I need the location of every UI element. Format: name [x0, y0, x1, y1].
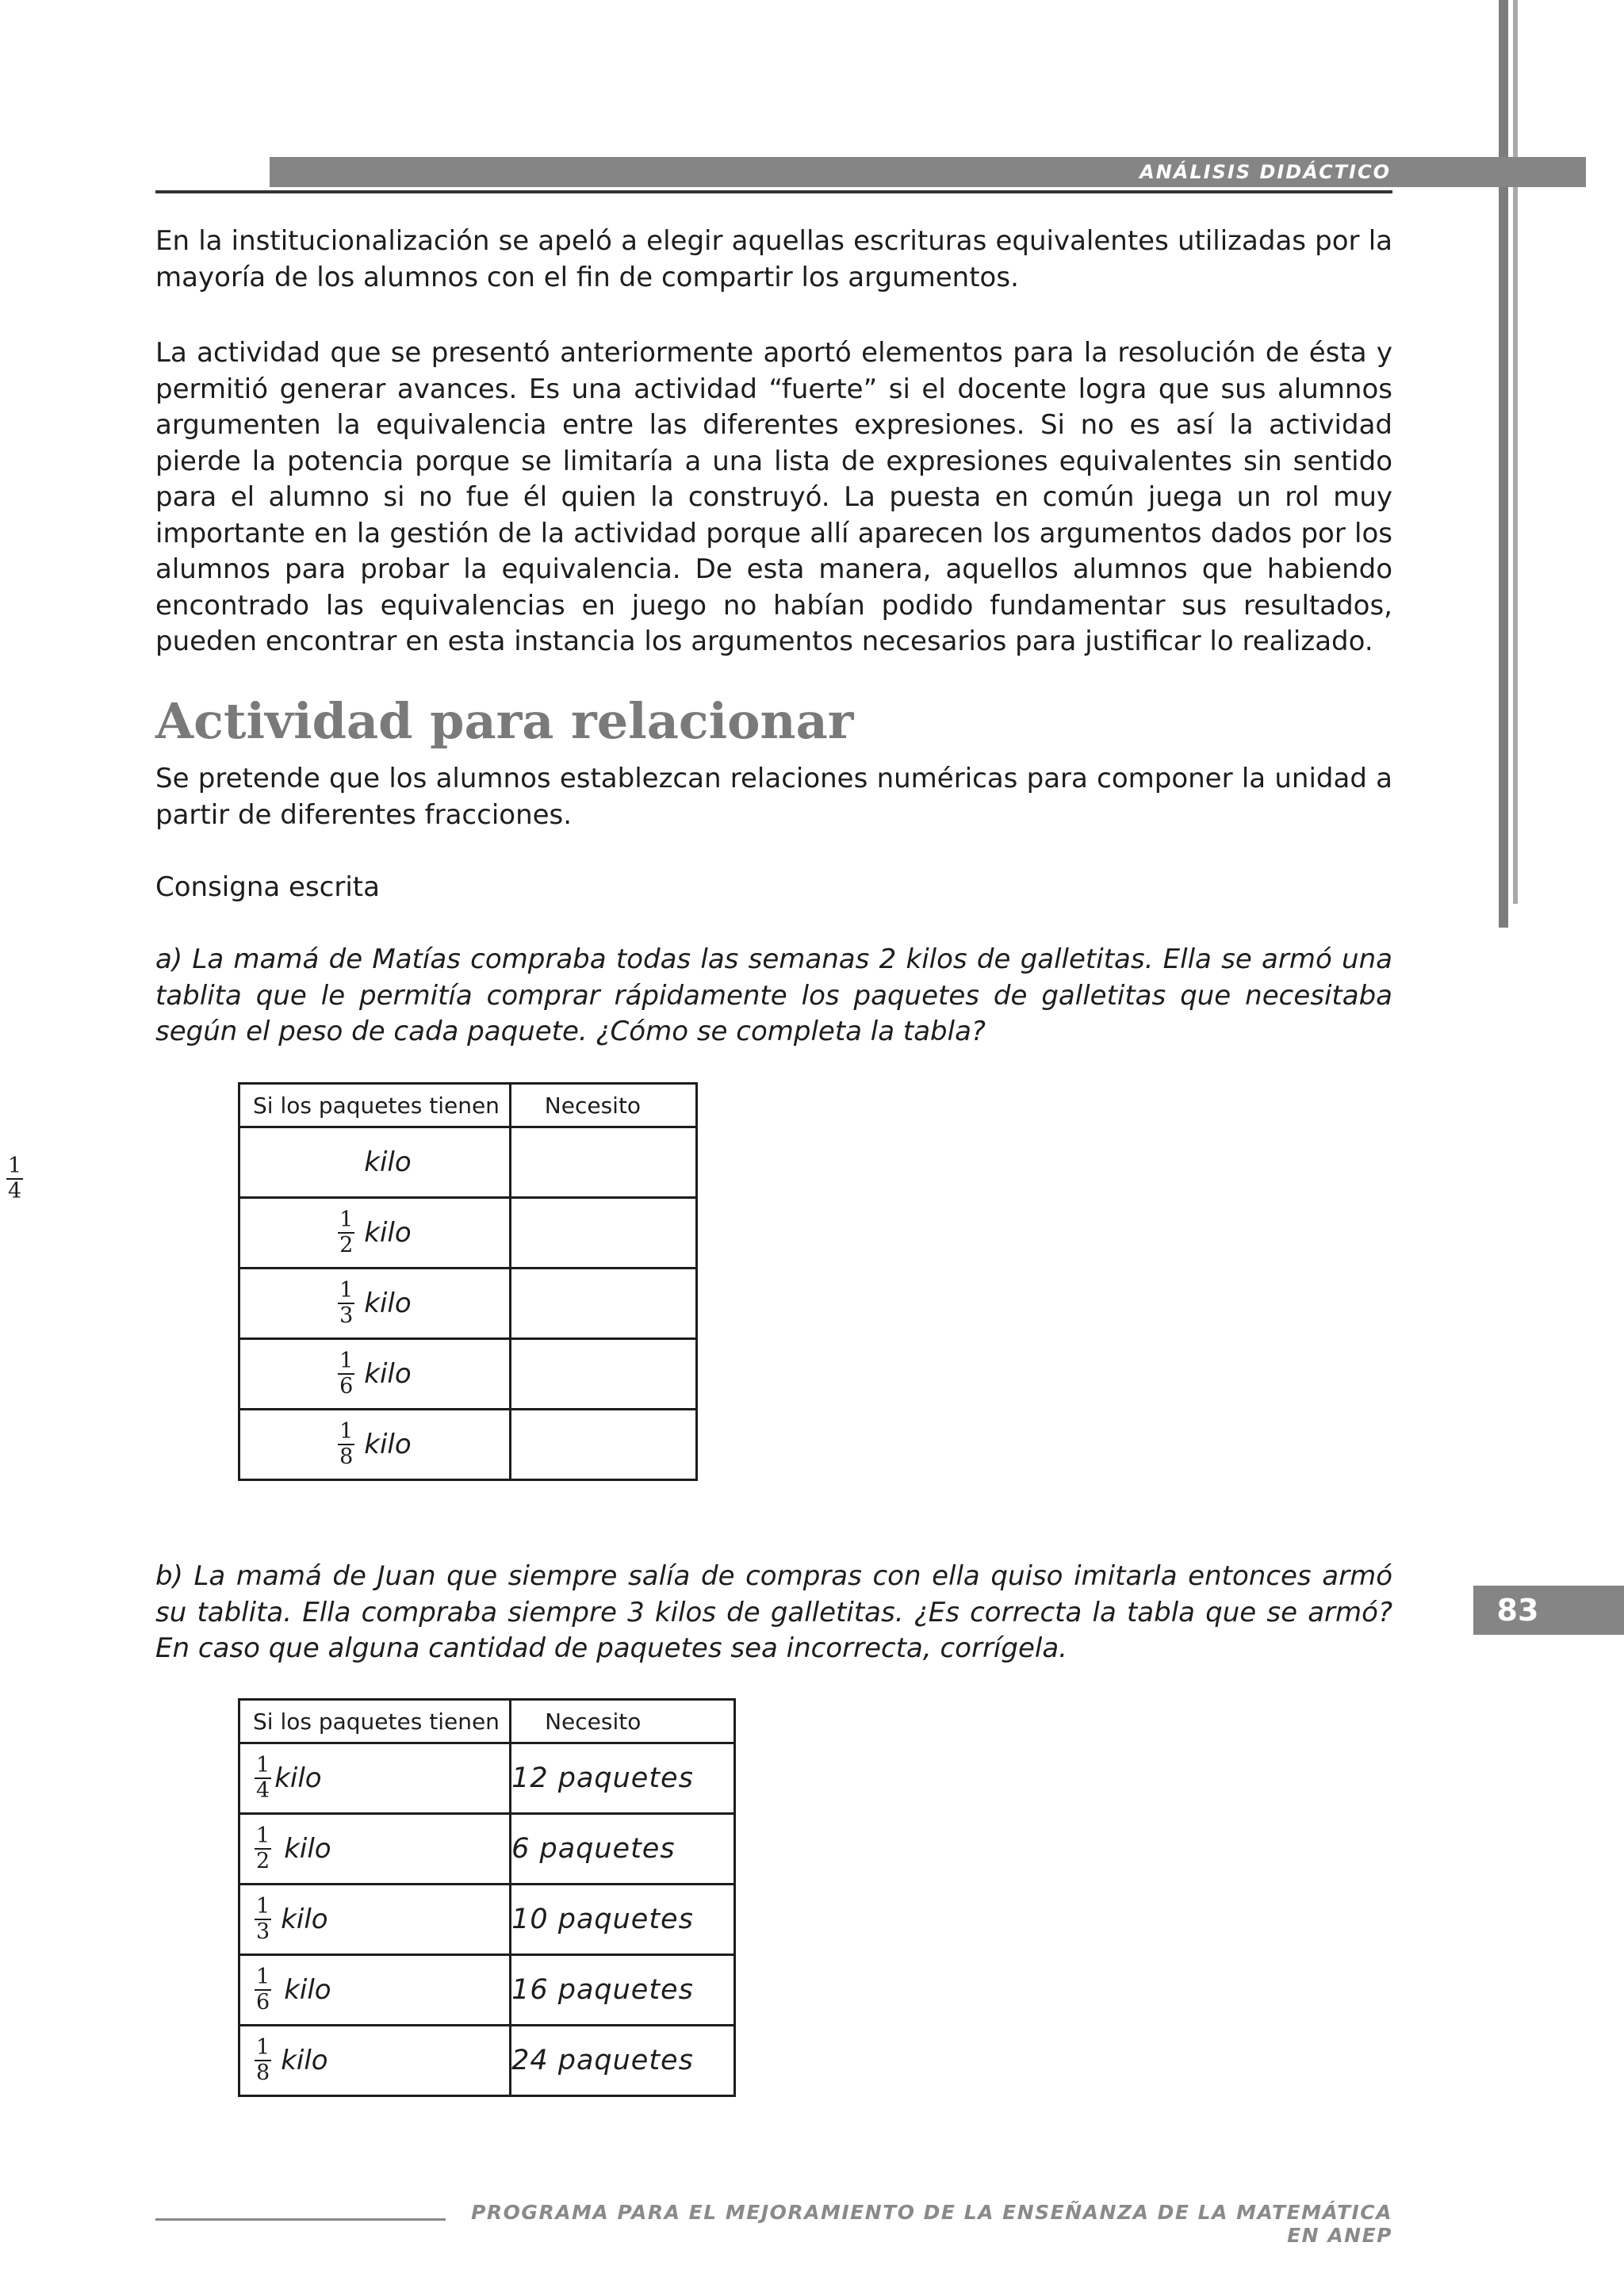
- package-count: 16 paquetes: [511, 1955, 735, 2026]
- unit-label: kilo: [364, 1429, 412, 1460]
- fraction-numerator: 1: [8, 1154, 22, 1178]
- fraction-numerator: 1: [256, 1965, 270, 1989]
- fraction-numerator: 1: [339, 1349, 354, 1373]
- fraction-denominator: 6: [256, 1990, 270, 2015]
- margin-bar: [1499, 0, 1508, 928]
- footer-program-title: PROGRAMA PARA EL MEJORAMIENTO DE LA ENSEÑANZA DE LA MATEMÁTICA EN ANEP: [471, 2201, 1392, 2247]
- table-header-row: [239, 1700, 735, 1743]
- answer-cell[interactable]: [510, 1410, 696, 1480]
- paragraph-pretende: Se pretende que los alumnos establezcan relaciones numéricas para componer la unidad a partir de diferentes fracciones.: [155, 763, 1392, 831]
- fraction: [6, 1154, 23, 1203]
- fraction: [338, 1349, 354, 1399]
- fraction-numerator: 1: [256, 1823, 270, 1848]
- weight-cell: [239, 1885, 511, 1955]
- table-row: [239, 1127, 697, 1198]
- fraction-denominator: 8: [256, 2061, 270, 2085]
- header-rule: [155, 190, 1392, 193]
- weight-cell: [239, 1410, 511, 1480]
- table-a: [238, 1082, 698, 1481]
- paragraph-actividad: La actividad que se presentó anteriormente aportó elementos para la resolución de ésta y permitió generar avances. Es una actividad “fuerte” si el docente logra que sus alumnos argumenten la equivalencia entre las diferentes expresiones. Si no es así la actividad pierde la potencia porque se limitaría a una lista de expresiones equivalentes sin sentido para el alumno si no fue él quien la construyó. La puesta en común juega un rol muy importante en la gestión de la actividad porque allí aparecen los argumentos dados por los alumnos para probar la equivalencia. De esta manera, aquellos alumnos que habiendo encontrado las equivalencias en juego no habían podido fundamentar sus resultados, pueden encontrar en esta instancia los argumentos necesarios para justificar lo realizado.: [155, 337, 1392, 657]
- header-cell-weight: Si los paquetes tienen: [239, 1084, 511, 1127]
- question-b: b) La mamá de Juan que siempre salía de compras con ella quiso imitarla entonces armó su tablita. Ella compraba siempre 3 kilos de galletitas. ¿Es correcta la tabla que se armó? En caso que alguna cantidad de paquetes sea incorrecta, corrígela.: [155, 1560, 1392, 1664]
- unit-label: kilo: [364, 1217, 412, 1249]
- section-header-label: ANÁLISIS DIDÁCTICO: [1139, 161, 1391, 183]
- fraction-denominator: 3: [256, 1919, 270, 1944]
- unit-label: kilo: [281, 1904, 328, 1935]
- fraction-numerator: 1: [339, 1278, 354, 1303]
- table-row: [239, 1814, 735, 1885]
- table-row: [239, 1339, 697, 1410]
- answer-cell[interactable]: [510, 1198, 696, 1269]
- fraction-numerator: 1: [256, 1753, 270, 1777]
- header-cell-need: Necesito: [510, 1084, 696, 1127]
- weight-cell: [239, 1814, 511, 1885]
- weight-cell: [239, 1127, 511, 1198]
- table-row: [239, 1410, 697, 1480]
- unit-label: kilo: [364, 1146, 412, 1178]
- margin-bar-light: [1513, 0, 1518, 904]
- fraction: [338, 1208, 354, 1257]
- fraction-denominator: 6: [339, 1374, 354, 1399]
- unit-label: kilo: [364, 1358, 412, 1390]
- fraction: [255, 1754, 271, 1803]
- package-count: 24 paquetes: [511, 2026, 735, 2096]
- weight-cell: [239, 1743, 511, 1814]
- table-row: [239, 2026, 735, 2096]
- weight-cell: [239, 1198, 511, 1269]
- consigna-label: Consigna escrita: [155, 871, 380, 903]
- fraction-denominator: 8: [339, 1445, 354, 1469]
- fraction-denominator: 3: [339, 1303, 354, 1328]
- unit-label: kilo: [281, 2045, 328, 2076]
- table-row: [239, 1269, 697, 1339]
- weight-cell: [239, 1339, 511, 1410]
- unit-label: kilo: [284, 1833, 331, 1865]
- table-row: [239, 1198, 697, 1269]
- paragraph-institucionalizacion: En la institucionalización se apeló a elegir aquellas escrituras equivalentes utilizadas por la mayoría de los alumnos con el fin de compartir los argumentos.: [155, 225, 1392, 293]
- package-count: 10 paquetes: [511, 1885, 735, 1955]
- section-title: Actividad para relacionar: [155, 692, 854, 750]
- margin-fraction: [6, 1154, 23, 1203]
- answer-cell[interactable]: [510, 1339, 696, 1410]
- fraction-numerator: 1: [339, 1207, 354, 1232]
- fraction: [255, 1824, 271, 1873]
- unit-label: kilo: [274, 1762, 322, 1794]
- weight-cell: [239, 1955, 511, 2026]
- answer-cell[interactable]: [510, 1127, 696, 1198]
- fraction-denominator: 4: [8, 1179, 22, 1203]
- table-row: [239, 1743, 735, 1814]
- unit-label: kilo: [364, 1288, 412, 1319]
- table-b: [238, 1698, 736, 2097]
- unit-label: kilo: [284, 1974, 331, 2006]
- weight-cell: [239, 2026, 511, 2096]
- fraction-numerator: 1: [256, 1894, 270, 1919]
- header-cell-need: Necesito: [511, 1700, 735, 1743]
- answer-cell[interactable]: [510, 1269, 696, 1339]
- header-cell-weight: Si los paquetes tienen: [239, 1700, 511, 1743]
- fraction: [338, 1279, 354, 1328]
- fraction-denominator: 4: [256, 1778, 270, 1803]
- fraction: [255, 1895, 271, 1944]
- page-number: 83: [1496, 1593, 1539, 1628]
- table-row: [239, 1955, 735, 2026]
- fraction: [338, 1420, 354, 1469]
- fraction-numerator: 1: [339, 1419, 354, 1444]
- fraction: [255, 1965, 271, 2015]
- footer-rule: [155, 2218, 446, 2221]
- package-count: 6 paquetes: [511, 1814, 735, 1885]
- weight-cell: [239, 1269, 511, 1339]
- fraction: [255, 2036, 271, 2085]
- table-header-row: [239, 1084, 697, 1127]
- table-row: [239, 1885, 735, 1955]
- package-count: 12 paquetes: [511, 1743, 735, 1814]
- fraction-denominator: 2: [256, 1849, 270, 1873]
- question-a: a) La mamá de Matías compraba todas las semanas 2 kilos de galletitas. Ella se armó una tablita que le permitía comprar rápidamente los paquetes de galletitas que necesitaba según el peso de cada paquete. ¿Cómo se completa la tabla?: [155, 943, 1392, 1047]
- fraction-denominator: 2: [339, 1233, 354, 1257]
- fraction-numerator: 1: [256, 2035, 270, 2060]
